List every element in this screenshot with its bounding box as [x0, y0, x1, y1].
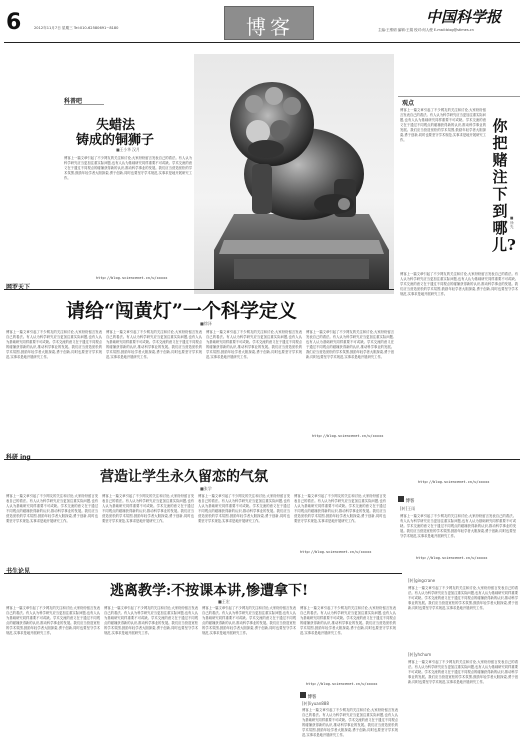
newspaper-logo: 中国科学报	[426, 8, 502, 26]
right-column-top-rule	[398, 96, 520, 97]
ing-body-col-3: 博客上一篇文章引起了不少网友的关注和讨论,大家纷纷留言发表自己的看法。有人认为科学研究应当更加注重实际问题,也有人认为基础研究同样重要不可或缺。学术交流的意义在于通过不同观点的碰撞获得新的认识,推动科学事业的发展。我们应当营造宽松的学术氛围,鼓励年轻学者大胆探索,勇于创新,同时也要坚守学术规范,实事求是地开展研究工作。	[198, 494, 290, 523]
bottom-body-col-3: 博客上一篇文章引起了不少网友的关注和讨论,大家纷纷留言发表自己的看法。有人认为科学研究应当更加注重实际问题,也有人认为基础研究同样重要不可或缺。学术交流的意义在于通过不同观点的碰撞获得新的认识,推动科学事业的发展。我们应当营造宽松的学术氛围,鼓励年轻学者大胆探索,勇于创新,同时也要坚守学术规范,实事求是地开展研究工作。	[202, 606, 296, 635]
masthead-rule	[4, 42, 520, 43]
ing-side-box	[396, 496, 520, 566]
blog-tag-icon	[398, 496, 404, 502]
bottom-body-col-2: 博客上一篇文章引起了不少网友的关注和讨论,大家纷纷留言发表自己的看法。有人认为科学研究应当更加注重实际问题,也有人认为基础研究同样重要不可或缺。学术交流的意义在于通过不同观点的碰撞获得新的认识,推动科学事业的发展。我们应当营造宽松的学术氛围,鼓励年轻学者大胆探索,勇于创新,同时也要坚守学术规范,实事求是地开展研究工作。	[104, 606, 198, 635]
mid-body-col-3: 博客上一篇文章引起了不少网友的关注和讨论,大家纷纷留言发表自己的看法。有人认为科学研究应当更加注重实际问题,也有人认为基础研究同样重要不可或缺。学术交流的意义在于通过不同观点的碰撞获得新的认识,推动科学事业的发展。我们应当营造宽松的学术氛围,鼓励年轻学者大胆探索,勇于创新,同时也要坚守学术规范,实事求是地开展研究工作。	[206, 330, 302, 359]
bottom-right-author-1: [转]gingcrane	[408, 578, 436, 583]
top-column-rule	[64, 104, 104, 105]
top-url-link[interactable]: http://blog.sciencenet.cn/u/xxxxx	[96, 276, 168, 280]
ing-section-label: 科研 ing	[6, 454, 31, 461]
ing-byline: ■张学	[200, 486, 212, 491]
bottom-right-column	[406, 576, 520, 744]
bottom-side-body: 博客上一篇文章引起了不少网友的关注和讨论,大家纷纷留言发表自己的看法。有人认为科学研究应当更加注重实际问题,也有人认为基础研究同样重要不可或缺。学术交流的意义在于通过不同观点的碰撞获得新的认识,推动科学事业的发展。我们应当营造宽松的学术氛围,鼓励年轻学者大胆探索,勇于创新,同时也要坚守学术规范,实事求是地开展研究工作。	[302, 708, 398, 737]
top-body-text: 博客上一篇文章引起了不少网友的关注和讨论,大家纷纷留言发表自己的看法。有人认为科学研究应当更加注重实际问题,也有人认为基础研究同样重要不可或缺。学术交流的意义在于通过不同观点的碰撞获得新的认识,推动科学事业的发展。我们应当营造宽松的学术氛围,鼓励年轻学者大胆探索,勇于创新,同时也要坚守学术规范,实事求是地开展研究工作。	[64, 156, 192, 180]
date-line: 2012年11月7日 星期三 Tel:010-62580691~8180	[34, 26, 119, 30]
top-title-line2: 铸成的铜狮子	[76, 133, 155, 148]
blog-tag-icon	[300, 692, 306, 698]
ing-section-title: 营造让学生永久留恋的气氛	[100, 469, 268, 485]
section-banner	[224, 6, 314, 40]
mid-body-col-2: 博客上一篇文章引起了不少网友的关注和讨论,大家纷纷留言发表自己的看法。有人认为科学研究应当更加注重实际问题,也有人认为基础研究同样重要不可或缺。学术交流的意义在于通过不同观点的碰撞获得新的认识,推动科学事业的发展。我们应当营造宽松的学术氛围,鼓励年轻学者大胆探索,勇于创新,同时也要坚守学术规范,实事求是地开展研究工作。	[106, 330, 202, 359]
right-body-text-2: 博客上一篇文章引起了不少网友的关注和讨论,大家纷纷留言发表自己的看法。有人认为科学研究应当更加注重实际问题,也有人认为基础研究同样重要不可或缺。学术交流的意义在于通过不同观点的碰撞获得新的认识,推动科学事业的发展。我们应当营造宽松的学术氛围,鼓励年轻学者大胆探索,勇于创新,同时也要坚守学术规范,实事求是地开展研究工作。	[400, 272, 518, 296]
masthead	[0, 0, 524, 48]
bottom-body-col-1: 博客上一篇文章引起了不少网友的关注和讨论,大家纷纷留言发表自己的看法。有人认为科学研究应当更加注重实际问题,也有人认为基础研究同样重要不可或缺。学术交流的意义在于通过不同观点的碰撞获得新的认识,推动科学事业的发展。我们应当营造宽松的学术氛围,鼓励年轻学者大胆探索,勇于创新,同时也要坚守学术规范,实事求是地开展研究工作。	[6, 606, 100, 635]
mid-body-col-4: 博客上一篇文章引起了不少网友的关注和讨论,大家纷纷留言发表自己的看法。有人认为科学研究应当更加注重实际问题,也有人认为基础研究同样重要不可或缺。学术交流的意义在于通过不同观点的碰撞获得新的认识,推动科学事业的发展。我们应当营造宽松的学术氛围,鼓励年轻学者大胆探索,勇于创新,同时也要坚守学术规范,实事求是地开展研究工作。	[306, 330, 394, 359]
ing-side-tag	[398, 496, 414, 504]
bottom-body-col-4: 博客上一篇文章引起了不少网友的关注和讨论,大家纷纷留言发表自己的看法。有人认为科学研究应当更加注重实际问题,也有人认为基础研究同样重要不可或缺。学术交流的意义在于通过不同观点的碰撞获得新的认识,推动科学事业的发展。我们应当营造宽松的学术氛围,鼓励年轻学者大胆探索,勇于创新,同时也要坚守学术规范,实事求是地开展研究工作。	[300, 606, 396, 635]
ing-section-rule	[4, 459, 520, 460]
mid-section-title: 请给“闯黄灯”一个科学定义	[66, 300, 297, 322]
lion-statue-image	[194, 54, 394, 294]
right-column	[398, 96, 520, 494]
bottom-section-title: 逃离教学:不按课本讲,惨遭拿下!	[110, 583, 309, 599]
ing-url-link[interactable]: http://blog.sciencenet.cn/u/xxxxx	[300, 550, 372, 554]
ing-side-url-link[interactable]: http://blog.sciencenet.cn/u/xxxxx	[416, 556, 488, 560]
bottom-url-link[interactable]: http://blog.sciencenet.cn/u/xxxxx	[306, 682, 378, 686]
top-article	[56, 96, 194, 286]
bottom-side-tag-label: 博客	[307, 695, 317, 700]
bottom-side-box	[300, 692, 400, 744]
bottom-right-author-2: [转]yhchum	[408, 652, 432, 657]
top-column-label: 科普吧	[64, 98, 83, 105]
right-url-link[interactable]: http://blog.sciencenet.cn/u/xxxxx	[418, 480, 490, 484]
ing-side-tag-label: 博客	[405, 499, 415, 504]
ing-body-col-2: 博客上一篇文章引起了不少网友的关注和讨论,大家纷纷留言发表自己的看法。有人认为科学研究应当更加注重实际问题,也有人认为基础研究同样重要不可或缺。学术交流的意义在于通过不同观点的碰撞获得新的认识,推动科学事业的发展。我们应当营造宽松的学术氛围,鼓励年轻学者大胆探索,勇于创新,同时也要坚守学术规范,实事求是地开展研究工作。	[102, 494, 194, 523]
bottom-right-body-1: 博客上一篇文章引起了不少网友的关注和讨论,大家纷纷留言发表自己的看法。有人认为科学研究应当更加注重实际问题,也有人认为基础研究同样重要不可或缺。学术交流的意义在于通过不同观点的碰撞获得新的认识,推动科学事业的发展。我们应当营造宽松的学术氛围,鼓励年轻学者大胆探索,勇于创新,同时也要坚守学术规范,实事求是地开展研究工作。	[408, 586, 518, 610]
mid-byline: ■徐泽	[200, 321, 212, 326]
ing-side-author: [转]王雨	[400, 506, 416, 511]
page-number: 6	[6, 10, 22, 35]
right-body-text-1: 博客上一篇文章引起了不少网友的关注和讨论,大家纷纷留言发表自己的看法。有人认为科学研究应当更加注重实际问题,也有人认为基础研究同样重要不可或缺。学术交流的意义在于通过不同观点的碰撞获得新的认识,推动科学事业的发展。我们应当营造宽松的学术氛围,鼓励年轻学者大胆探索,勇于创新,同时也要坚守学术规范,实事求是地开展研究工作。	[400, 108, 486, 142]
ing-side-body: 博客上一篇文章引起了不少网友的关注和讨论,大家纷纷留言发表自己的看法。有人认为科学研究应当更加注重实际问题,也有人认为基础研究同样重要不可或缺。学术交流的意义在于通过不同观点的碰撞获得新的认识,推动科学事业的发展。我们应当营造宽松的学术氛围,鼓励年轻学者大胆探索,勇于创新,同时也要坚守学术规范,实事求是地开展研究工作。	[400, 514, 516, 538]
right-title-vertical: 你把赌注下到哪儿?	[492, 117, 516, 254]
top-byline: ■王小华 汉月	[116, 147, 140, 152]
section-banner-title: 博客	[246, 15, 294, 39]
bottom-byline: ■王宏	[218, 599, 230, 604]
bottom-right-body-2: 博客上一篇文章引起了不少网友的关注和讨论,大家纷纷留言发表自己的看法。有人认为科学研究应当更加注重实际问题,也有人认为基础研究同样重要不可或缺。学术交流的意义在于通过不同观点的碰撞获得新的认识,推动科学事业的发展。我们应当营造宽松的学术氛围,鼓励年轻学者大胆探索,勇于创新,同时也要坚守学术规范,实事求是地开展研究工作。	[408, 660, 518, 684]
mid-url-link[interactable]: http://blog.sciencenet.cn/u/xxxxx	[312, 434, 384, 438]
editor-line: 主编:王维炳 编辑:王娟 校对:何人俊 E-mail:blog@stimes.cn	[378, 28, 474, 32]
bottom-section-label: 书生论见	[6, 568, 31, 575]
ing-body-col-4: 博客上一篇文章引起了不少网友的关注和讨论,大家纷纷留言发表自己的看法。有人认为科学研究应当更加注重实际问题,也有人认为基础研究同样重要不可或缺。学术交流的意义在于通过不同观点的碰撞获得新的认识,推动科学事业的发展。我们应当营造宽松的学术氛围,鼓励年轻学者大胆探索,勇于创新,同时也要坚守学术规范,实事求是地开展研究工作。	[294, 494, 386, 523]
top-title-line1: 失蜡法	[96, 118, 136, 133]
right-byline: ■徐先	[510, 216, 514, 229]
bottom-section-rule	[4, 573, 402, 574]
right-column-label: 观点	[402, 100, 415, 107]
bottom-side-author: [转]liyuan888	[302, 701, 329, 706]
bottom-side-tag	[300, 692, 316, 700]
mid-body-col-1: 博客上一篇文章引起了不少网友的关注和讨论,大家纷纷留言发表自己的看法。有人认为科学研究应当更加注重实际问题,也有人认为基础研究同样重要不可或缺。学术交流的意义在于通过不同观点的碰撞获得新的认识,推动科学事业的发展。我们应当营造宽松的学术氛围,鼓励年轻学者大胆探索,勇于创新,同时也要坚守学术规范,实事求是地开展研究工作。	[6, 330, 102, 359]
mid-section-label: 网罗天下	[6, 284, 31, 291]
ing-body-col-1: 博客上一篇文章引起了不少网友的关注和讨论,大家纷纷留言发表自己的看法。有人认为科学研究应当更加注重实际问题,也有人认为基础研究同样重要不可或缺。学术交流的意义在于通过不同观点的碰撞获得新的认识,推动科学事业的发展。我们应当营造宽松的学术氛围,鼓励年轻学者大胆探索,勇于创新,同时也要坚守学术规范,实事求是地开展研究工作。	[6, 494, 98, 523]
lion-photo	[194, 54, 394, 294]
mid-section-rule	[4, 289, 394, 290]
